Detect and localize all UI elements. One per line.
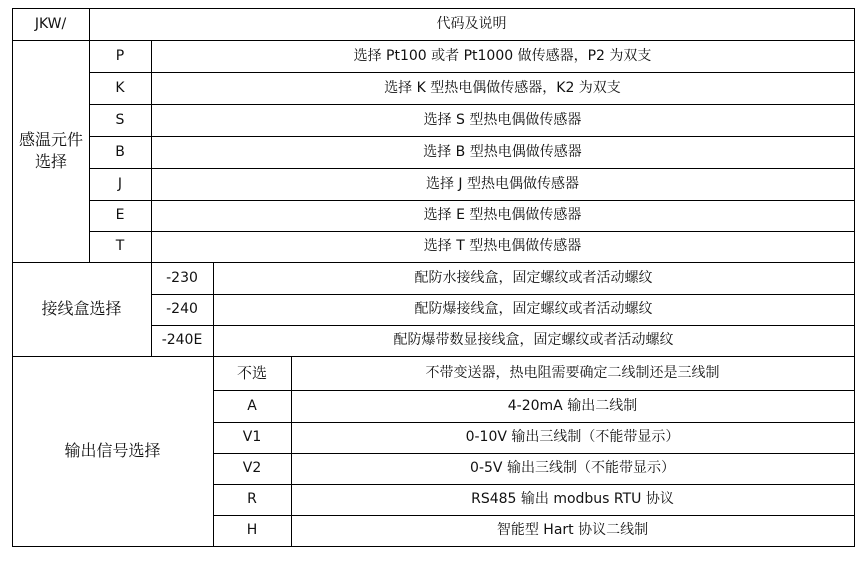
sensor-desc-cell: 选择 Pt100 或者 Pt1000 做传感器，P2 为双支 [353, 47, 652, 64]
sensor-code-cell: S [115, 111, 125, 128]
junction-box-desc-cell: 配防水接线盒，固定螺纹或者活动螺纹 [414, 269, 653, 286]
output-section-label: 输出信号选择 [64, 441, 161, 461]
junction-box-section-label: 接线盒选择 [41, 299, 122, 319]
sensor-code-cell: B [115, 143, 125, 160]
output-code-cell: R [247, 491, 257, 508]
header-right-cell: 代码及说明 [436, 15, 507, 32]
output-desc-cell: 0-10V 输出三线制（不能带显示） [465, 429, 680, 446]
junction-box-code-cell: -240E [161, 332, 203, 349]
grid-line [854, 8, 855, 547]
output-desc-cell: 智能型 Hart 协议二线制 [496, 522, 649, 539]
grid-line [12, 546, 854, 547]
sensor-desc-cell: 选择 K 型热电偶做传感器，K2 为双支 [384, 79, 621, 96]
output-code-cell: V1 [242, 429, 262, 446]
sensor-code-cell: K [115, 79, 125, 96]
output-code-cell: H [246, 522, 258, 539]
output-code-cell: V2 [242, 460, 262, 477]
junction-box-code-cell: -240 [166, 301, 198, 318]
sensor-desc-cell: 选择 B 型热电偶做传感器 [423, 143, 582, 160]
output-code-cell: 不选 [236, 363, 267, 382]
junction-box-desc-cell: 配防爆接线盒，固定螺纹或者活动螺纹 [414, 301, 653, 318]
output-desc-cell: 4-20mA 输出二线制 [507, 397, 638, 414]
header-left-cell: JKW/ [34, 15, 67, 32]
junction-box-desc-cell: 配防爆带数显接线盒，固定螺纹或者活动螺纹 [393, 332, 674, 349]
sensor-desc-cell: 选择 S 型热电偶做传感器 [423, 111, 582, 128]
sensor-code-cell: E [115, 207, 125, 224]
sensor-section-label: 感温元件选择 [18, 130, 83, 171]
sensor-desc-cell: 选择 T 型热电偶做传感器 [423, 238, 582, 255]
sensor-code-cell: P [115, 47, 125, 64]
junction-box-code-cell: -230 [166, 269, 198, 286]
output-desc-cell: 不带变送器，热电阻需要确定二线制还是三线制 [425, 364, 720, 381]
sensor-code-cell: T [115, 238, 125, 255]
sensor-desc-cell: 选择 J 型热电偶做传感器 [425, 175, 580, 192]
output-desc-cell: 0-5V 输出三线制（不能带显示） [470, 460, 675, 477]
output-desc-cell: RS485 输出 modbus RTU 协议 [471, 491, 674, 508]
sensor-desc-cell: 选择 E 型热电偶做传感器 [423, 207, 582, 224]
sensor-code-cell: J [117, 175, 123, 192]
output-code-cell: A [247, 397, 257, 414]
